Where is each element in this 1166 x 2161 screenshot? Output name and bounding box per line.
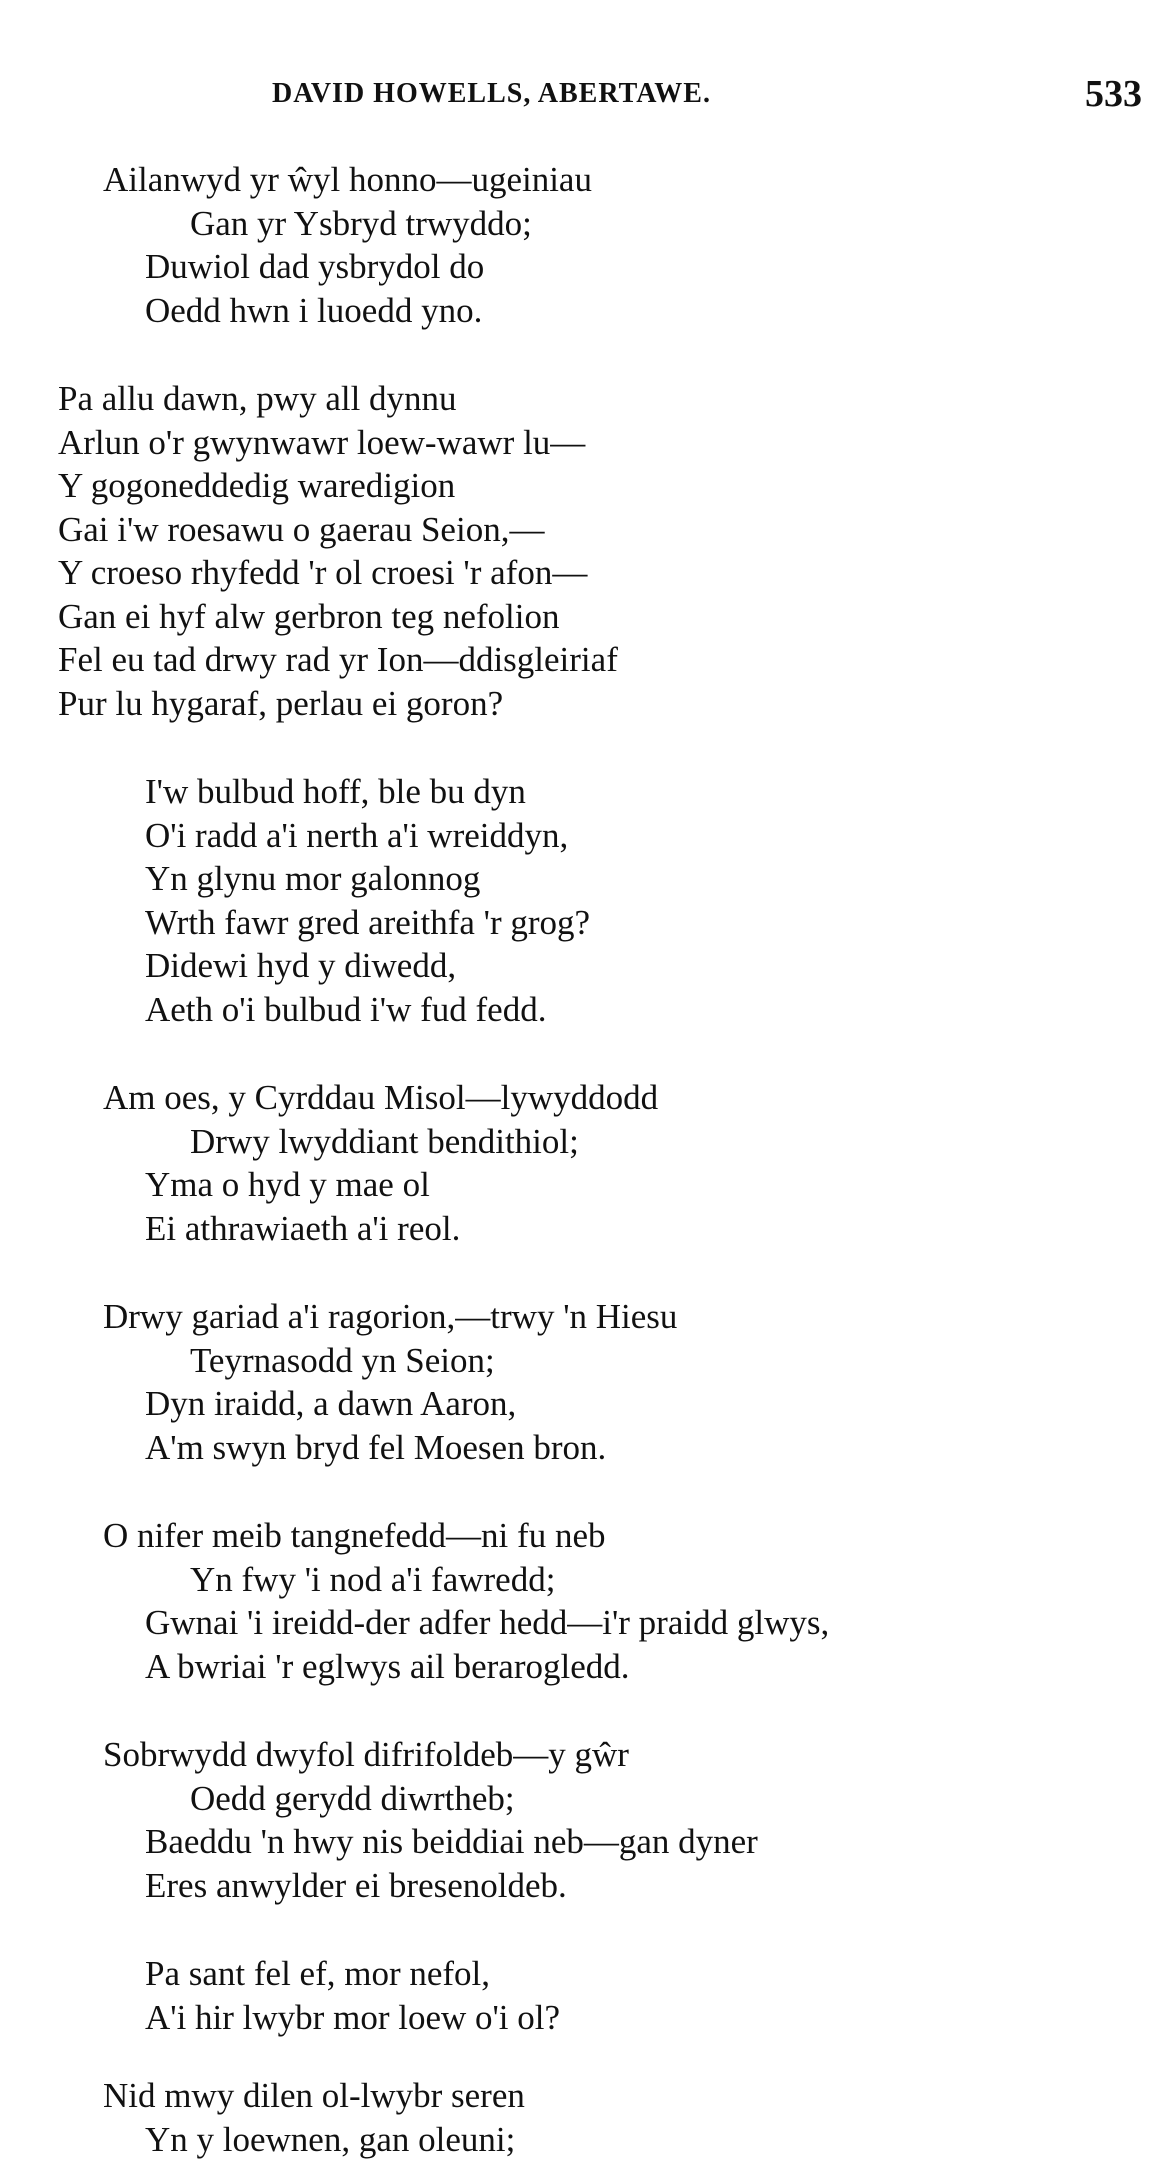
- poem-line: Oedd gerydd diwrtheb;: [190, 1777, 1166, 1821]
- poem-line: Fel eu tad drwy rad yr Ion—ddisgleiriaf: [58, 638, 1166, 682]
- poem-body: [0, 158, 1166, 2161]
- poem-line: Eres anwylder ei bresenoldeb.: [145, 1864, 1166, 1908]
- poem-line: Arlun o'r gwynwawr loew-wawr lu—: [58, 421, 1166, 465]
- poem-line: Y croeso rhyfedd 'r ol croesi 'r afon—: [58, 551, 1166, 595]
- poem-line: Pa sant fel ef, mor nefol,: [145, 1952, 1166, 1996]
- poem-line: Teyrnasodd yn Seion;: [190, 1339, 1166, 1383]
- poem-line: Dyn iraidd, a dawn Aaron,: [145, 1382, 1166, 1426]
- poem-line: Sobrwydd dwyfol difrifoldeb—y gŵr: [103, 1733, 1166, 1777]
- poem-line: Gai i'w roesawu o gaerau Seion,—: [58, 508, 1166, 552]
- poem-line: Drwy gariad a'i ragorion,—trwy 'n Hiesu: [103, 1295, 1166, 1339]
- stanza-spacer: [0, 1250, 1166, 1295]
- poem-line: Oedd hwn i luoedd yno.: [145, 289, 1166, 333]
- stanza-spacer: [0, 2039, 1166, 2074]
- poem-line: Yn glynu mor galonnog: [145, 857, 1166, 901]
- poem-line: Aeth o'i bulbud i'w fud fedd.: [145, 988, 1166, 1032]
- poem-line: Yn fwy 'i nod a'i fawredd;: [190, 1558, 1166, 1602]
- poem-line: Yma o hyd y mae ol: [145, 1163, 1166, 1207]
- poem-line: O nifer meib tangnefedd—ni fu neb: [103, 1514, 1166, 1558]
- stanza-5: [0, 1295, 1166, 1469]
- stanza-spacer: [0, 1031, 1166, 1076]
- stanza-3: [0, 770, 1166, 1031]
- stanza-7: [0, 1733, 1166, 1907]
- stanza-4: [0, 1076, 1166, 1250]
- stanza-spacer: [0, 1469, 1166, 1514]
- stanza-spacer: [0, 725, 1166, 770]
- poem-line: Ailanwyd yr ŵyl honno—ugeiniau: [103, 158, 1166, 202]
- stanza-spacer: [0, 1907, 1166, 1952]
- poem-line: A bwriai 'r eglwys ail berarogledd.: [145, 1645, 1166, 1689]
- stanza-9: [0, 2074, 1166, 2161]
- poem-line: Gan ei hyf alw gerbron teg nefolion: [58, 595, 1166, 639]
- running-head: DAVID HOWELLS, ABERTAWE.: [272, 78, 711, 110]
- poem-line: Pur lu hygaraf, perlau ei goron?: [58, 682, 1166, 726]
- poem-line: Duwiol dad ysbrydol do: [145, 245, 1166, 289]
- poem-line: Yn y loewnen, gan oleuni;: [145, 2118, 1166, 2161]
- stanza-8: [0, 1952, 1166, 2039]
- poem-line: Pa allu dawn, pwy all dynnu: [58, 377, 1166, 421]
- poem-line: Ei athrawiaeth a'i reol.: [145, 1207, 1166, 1251]
- poem-line: Nid mwy dilen ol-lwybr seren: [103, 2074, 1166, 2118]
- stanza-spacer: [0, 1688, 1166, 1733]
- poem-line: A'm swyn bryd fel Moesen bron.: [145, 1426, 1166, 1470]
- poem-line: O'i radd a'i nerth a'i wreiddyn,: [145, 814, 1166, 858]
- poem-line: Gan yr Ysbryd trwyddo;: [190, 202, 1166, 246]
- stanza-1: [0, 158, 1166, 332]
- poem-line: Am oes, y Cyrddau Misol—lywyddodd: [103, 1076, 1166, 1120]
- poem-line: A'i hir lwybr mor loew o'i ol?: [145, 1996, 1166, 2040]
- poem-line: Y gogoneddedig waredigion: [58, 464, 1166, 508]
- poem-line: I'w bulbud hoff, ble bu dyn: [145, 770, 1166, 814]
- stanza-2: [0, 377, 1166, 725]
- stanza-spacer: [0, 332, 1166, 377]
- poem-line: Didewi hyd y diwedd,: [145, 944, 1166, 988]
- poem-line: Baeddu 'n hwy nis beiddiai neb—gan dyner: [145, 1820, 1166, 1864]
- poem-line: Drwy lwyddiant bendithiol;: [190, 1120, 1166, 1164]
- stanza-6: [0, 1514, 1166, 1688]
- page-number: 533: [1085, 72, 1142, 116]
- poem-line: Wrth fawr gred areithfa 'r grog?: [145, 901, 1166, 945]
- poem-line: Gwnai 'i ireidd-der adfer hedd—i'r praidd glwys,: [145, 1601, 1166, 1645]
- page-header: [0, 72, 1166, 122]
